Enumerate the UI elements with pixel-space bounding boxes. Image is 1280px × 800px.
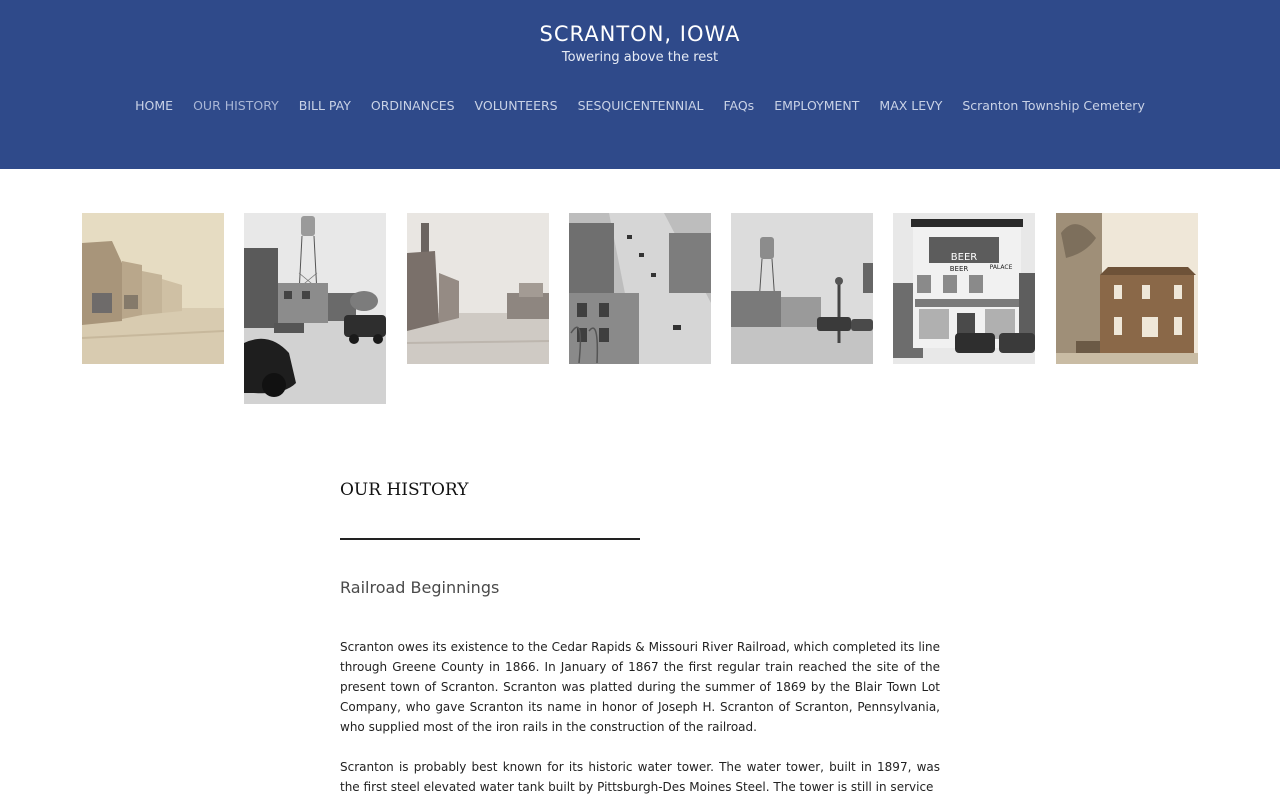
sign-beer-text: BEER bbox=[950, 252, 978, 263]
main-content bbox=[340, 480, 940, 797]
brick-house-photo bbox=[1056, 213, 1198, 364]
nav-home[interactable]: HOME bbox=[135, 98, 174, 113]
nav-employment[interactable]: EMPLOYMENT bbox=[774, 98, 860, 113]
gallery-photo-2[interactable] bbox=[244, 213, 386, 404]
nav-bill-pay[interactable]: BILL PAY bbox=[298, 98, 351, 113]
history-paragraph-2: Scranton is probably best known for its historic water tower. The water tower, built in 1897, was the first steel elevated water tank built by Pittsburgh-Des Moines Steel. The tower is still in service bbox=[340, 760, 940, 794]
title-divider bbox=[340, 538, 640, 540]
site-title[interactable]: SCRANTON, IOWA bbox=[539, 22, 741, 46]
nav-volunteers[interactable]: VOLUNTEERS bbox=[474, 98, 558, 113]
gallery-photo-7[interactable] bbox=[1056, 213, 1198, 364]
gallery-photo-3[interactable] bbox=[407, 213, 549, 364]
site-header bbox=[0, 0, 1280, 169]
sign-palace-text: PALACE bbox=[989, 264, 1013, 271]
sepia-main-street-photo bbox=[82, 213, 224, 364]
history-paragraph-1: Scranton owes its existence to the Cedar Rapids & Missouri River Railroad, which completed its line through Greene County in 1866. In January of 1867 the first regular train reached the site of the present town of Scranton. Scranton was platted during the summer of 1869 by the Blair Town Lot Company, who gave Scranton its name in honor of Joseph H. Scranton of Scranton, Pennsylvania, who supplied most of the iron rails in the construction of the railroad. bbox=[340, 640, 940, 734]
beer-palace-storefront-photo bbox=[893, 213, 1035, 364]
site-tagline: Towering above the rest bbox=[561, 50, 719, 65]
nav-sesquicentennial[interactable]: SESQUICENTENNIAL bbox=[577, 98, 704, 113]
aerial-main-street-photo bbox=[569, 213, 711, 364]
gallery-photo-1[interactable] bbox=[82, 213, 224, 364]
main-nav bbox=[0, 98, 1280, 113]
section-heading: Railroad Beginnings bbox=[340, 578, 500, 597]
photo-gallery bbox=[82, 213, 1198, 413]
gallery-photo-6[interactable] bbox=[893, 213, 1035, 364]
nav-max-levy[interactable]: MAX LEVY bbox=[879, 98, 943, 113]
gallery-photo-5[interactable] bbox=[731, 213, 873, 364]
nav-faqs[interactable]: FAQs bbox=[723, 98, 755, 113]
water-tower-downtown-photo bbox=[731, 213, 873, 364]
water-tower-street-photo bbox=[244, 213, 386, 404]
nav-scranton-township-cemetery[interactable]: Scranton Township Cemetery bbox=[962, 98, 1145, 113]
gallery-photo-4[interactable] bbox=[569, 213, 711, 364]
page-title: OUR HISTORY bbox=[340, 480, 469, 500]
street-with-tower-photo bbox=[407, 213, 549, 364]
nav-ordinances[interactable]: ORDINANCES bbox=[370, 98, 455, 113]
nav-our-history[interactable]: OUR HISTORY bbox=[193, 98, 279, 113]
sign-beer-text-2: BEER bbox=[949, 265, 969, 273]
